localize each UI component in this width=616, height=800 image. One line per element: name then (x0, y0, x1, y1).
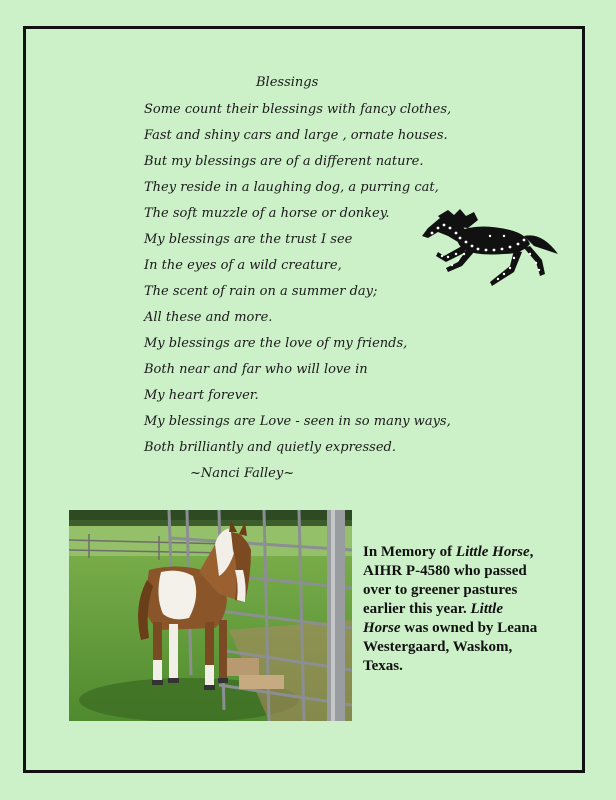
poem-title: Blessings (256, 75, 319, 90)
poem-line: The soft muzzle of a horse or donkey. (144, 206, 390, 221)
poem-line: All these and more. (144, 310, 273, 325)
poem-line: Both brilliantly and quietly expressed. (144, 440, 396, 455)
memorial-part: was owned by Leana Westergaard, Waskom, Texas. (363, 620, 538, 674)
poem-line: In the eyes of a wild creature, (144, 258, 342, 273)
galloping-horse-icon (418, 206, 564, 290)
poem-line: My heart forever. (144, 388, 259, 403)
horse-photo (69, 510, 352, 721)
poem-line: But my blessings are of a different nature. (144, 154, 424, 169)
poem-line: Some count their blessings with fancy clothes, (144, 102, 452, 117)
poem-line: Both near and far who will love in (144, 362, 368, 377)
horse-name: Little Horse (363, 601, 503, 636)
horse-name: Little Horse (455, 544, 530, 560)
poem-line: My blessings are the love of my friends, (144, 336, 408, 351)
poem-line: My blessings are Love - seen in so many ways, (144, 414, 451, 429)
poem-line: The scent of rain on a summer day; (144, 284, 378, 299)
poem-author: ~Nanci Falley~ (190, 466, 295, 481)
memorial-text (363, 543, 543, 676)
poem-line: Fast and shiny cars and large , ornate houses. (144, 128, 448, 143)
poem-line: My blessings are the trust I see (144, 232, 353, 247)
memorial-part: In Memory of (363, 544, 456, 560)
memorial-part: , AIHR P-4580 who passed over to greener pastures earlier this year. (363, 544, 534, 617)
poem-line: They reside in a laughing dog, a purring cat, (144, 180, 439, 195)
